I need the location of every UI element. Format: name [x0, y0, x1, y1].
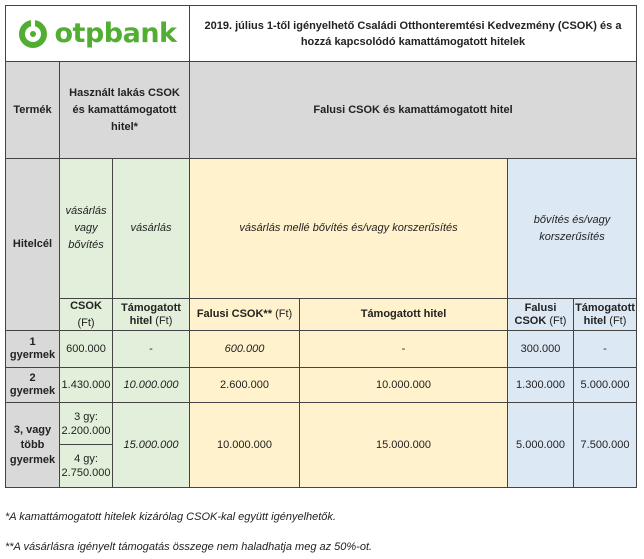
purpose-purchase: vásárlás: [113, 159, 190, 299]
row2-falusi2: 1.300.000: [508, 368, 574, 403]
col-tamogatott: [113, 299, 190, 331]
row2-tamf: 10.000.000: [300, 368, 508, 403]
col-csok-unit: (Ft): [77, 316, 95, 329]
page-title: 2019. július 1-től igényelhető Családi Otthonteremtési Kedvezmény (CSOK) és a hozzá kapcsolódó kamattámogatott hitelek: [190, 6, 636, 62]
col-falusi-csok-2-unit: (Ft): [549, 314, 567, 327]
header-used-csok: Használt lakás CSOK és kamattámogatott hitel*: [60, 62, 190, 159]
row-label-2: 2 gyermek: [6, 368, 60, 403]
col-csok-label: CSOK: [70, 299, 102, 312]
row3-tam2: 7.500.000: [574, 403, 636, 487]
col-falusi-csok: [190, 299, 300, 331]
otp-logo: [6, 6, 190, 62]
row1-tamf: -: [300, 331, 508, 368]
row3-tamf: 15.000.000: [300, 403, 508, 487]
col-tamogatott-label: Támogatott hitel: [121, 301, 181, 327]
row3-falusi2: 5.000.000: [508, 403, 574, 487]
col-falusi-csok-2-label: Falusi CSOK: [514, 301, 557, 327]
purpose-expand: bővítés és/vagy korszerűsítés: [508, 159, 636, 299]
row-label-1: 1 gyermek: [6, 331, 60, 368]
col-tamogatott-2-label: Támogatott hitel: [575, 301, 635, 327]
row2-csok: 1.430.000: [60, 368, 113, 403]
footnote-2: **A vásárlásra igényelt támogatás összege nem haladhatja meg az 50%-ot.: [5, 541, 373, 553]
row1-csok: 600.000: [60, 331, 113, 368]
otp-logo-icon: [18, 19, 48, 49]
col-falusi-csok-unit: (Ft): [275, 308, 293, 320]
row1-tam: -: [113, 331, 190, 368]
col-tamogatott-hitel: Támogatott hitel: [300, 299, 508, 331]
col-tamogatott-2: [574, 299, 636, 331]
row1-falusi2: 300.000: [508, 331, 574, 368]
col-tamogatott-2-unit: (Ft): [609, 314, 627, 327]
footnote-1: *A kamattámogatott hitelek kizárólag CSOK-kal együtt igényelhetők.: [5, 511, 336, 523]
col-falusi-csok-label: Falusi CSOK**: [196, 308, 272, 320]
row2-tam: 10.000.000: [113, 368, 190, 403]
header-termek: Termék: [6, 62, 60, 159]
csok-table: [5, 5, 637, 488]
row1-falusi: 600.000: [190, 331, 300, 368]
row3-tam: 15.000.000: [113, 403, 190, 487]
row1-tam2: -: [574, 331, 636, 368]
logo-text: otpbank: [54, 18, 177, 49]
row2-tam2: 5.000.000: [574, 368, 636, 403]
header-falusi-csok: Falusi CSOK és kamattámogatott hitel: [190, 62, 636, 159]
col-falusi-csok-2: [508, 299, 574, 331]
col-tamogatott-unit: (Ft): [155, 314, 173, 327]
row-label-3: 3, vagy több gyermek: [6, 403, 60, 487]
purpose-purchase-plus-expand: vásárlás mellé bővítés és/vagy korszerűsítés: [190, 159, 508, 299]
col-csok: [60, 299, 113, 331]
row3-csok-3gy: 3 gy: 2.200.000: [60, 403, 113, 445]
header-hitelcel: Hitelcél: [6, 159, 60, 331]
row2-falusi: 2.600.000: [190, 368, 300, 403]
purpose-purchase-or-expand: vásárlás vagy bővítés: [60, 159, 113, 299]
row3-csok-4gy: 4 gy: 2.750.000: [60, 445, 113, 487]
row3-falusi: 10.000.000: [190, 403, 300, 487]
